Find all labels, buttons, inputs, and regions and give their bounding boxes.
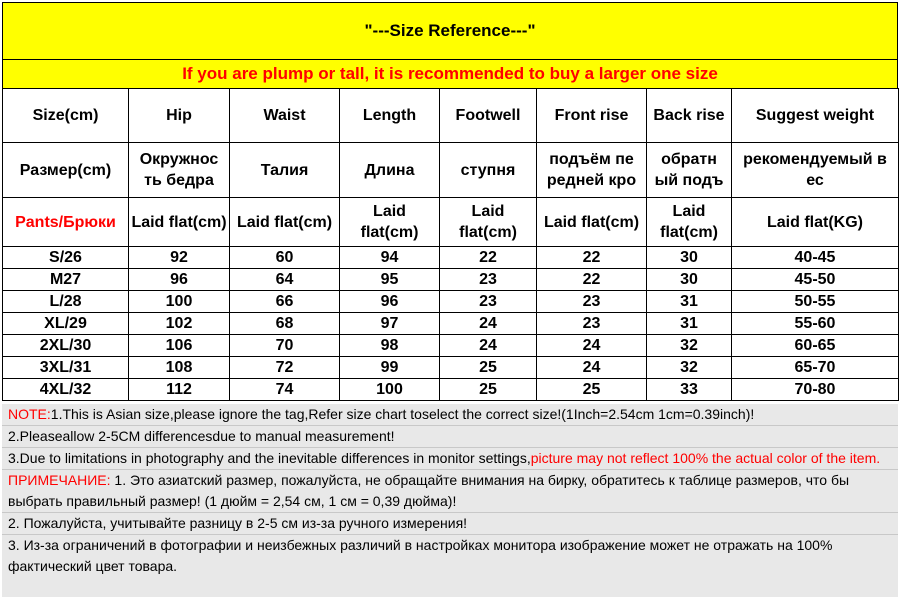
header-cell-4: Footwell: [440, 89, 537, 143]
note-1: NOTE:1.This is Asian size,please ignore the tag,Refer size chart toselect the correct size!(1Inch=2.54cm 1cm=0.39inch)!: [2, 404, 898, 426]
table-cell: 33: [647, 379, 732, 401]
table-cell: 60-65: [732, 335, 899, 357]
table-cell: 22: [537, 247, 647, 269]
header-ru-cell-5: подъём пе редней кро: [537, 143, 647, 198]
table-row: [3, 313, 899, 335]
table-cell: 23: [537, 291, 647, 313]
table-cell: 96: [340, 291, 440, 313]
note-ru-3: 3. Из-за ограничений в фотографии и неизбежных различий в настройках монитора изображение может не отражать на 100% фактический цвет товара.: [8, 537, 833, 574]
table-cell: 24: [537, 357, 647, 379]
note-ru-1: ПРИМЕЧАНИЕ: 1. Это азиатский размер, пожалуйста, не обращайте внимания на бирку, обратитесь к таблице размеров, что бы выбрать правильный размер! (1 дюйм = 2,54 см, 1 см = 0,39 дюйма)!: [2, 470, 898, 513]
size-table: [2, 88, 899, 401]
table-cell: 30: [647, 269, 732, 291]
table-row: [3, 335, 899, 357]
table-row: [3, 357, 899, 379]
table-cell: 72: [230, 357, 340, 379]
laid-flat-cell-0: Pants/Брюки: [3, 198, 129, 247]
table-row: [3, 291, 899, 313]
table-cell: 24: [440, 313, 537, 335]
note-ru-2: 2. Пожалуйста, учитывайте разницу в 2-5 см из-за ручного измерения!: [2, 513, 898, 535]
table-cell: 100: [340, 379, 440, 401]
header-row-en: [3, 89, 899, 143]
title-band: [2, 2, 898, 60]
header-ru-cell-6: обратн ый подъ: [647, 143, 732, 198]
notice-band: [2, 59, 898, 89]
laid-flat-cell-6: Laid flat(cm): [647, 198, 732, 247]
laid-flat-row: [3, 198, 899, 247]
table-cell: 94: [340, 247, 440, 269]
table-cell: 25: [537, 379, 647, 401]
table-cell: 50-55: [732, 291, 899, 313]
table-cell: 100: [129, 291, 230, 313]
laid-flat-cell-4: Laid flat(cm): [440, 198, 537, 247]
header-ru-cell-7: рекомендуемый в ес: [732, 143, 899, 198]
laid-flat-cell-2: Laid flat(cm): [230, 198, 340, 247]
table-cell: 23: [440, 269, 537, 291]
laid-flat-cell-7: Laid flat(KG): [732, 198, 899, 247]
header-cell-5: Front rise: [537, 89, 647, 143]
note-3: 3.Due to limitations in photography and the inevitable differences in monitor settings,picture may not reflect 100% the actual color of the item.: [2, 448, 898, 470]
table-cell: 4XL/32: [3, 379, 129, 401]
header-cell-2: Waist: [230, 89, 340, 143]
header-cell-6: Back rise: [647, 89, 732, 143]
table-cell: 92: [129, 247, 230, 269]
header-cell-3: Length: [340, 89, 440, 143]
table-cell: 30: [647, 247, 732, 269]
table-cell: 55-60: [732, 313, 899, 335]
page-title: "---Size Reference---": [364, 21, 536, 40]
table-cell: 25: [440, 379, 537, 401]
table-cell: 31: [647, 313, 732, 335]
header-ru-cell-3: Длина: [340, 143, 440, 198]
laid-flat-cell-1: Laid flat(cm): [129, 198, 230, 247]
header-cell-7: Suggest weight: [732, 89, 899, 143]
table-cell: 106: [129, 335, 230, 357]
table-cell: 97: [340, 313, 440, 335]
note-2: 2.Pleaseallow 2-5CM differencesdue to manual measurement!: [2, 426, 898, 448]
table-cell: 24: [537, 335, 647, 357]
table-cell: 96: [129, 269, 230, 291]
header-cell-0: Size(cm): [3, 89, 129, 143]
table-cell: 32: [647, 335, 732, 357]
table-cell: 99: [340, 357, 440, 379]
table-cell: 108: [129, 357, 230, 379]
table-cell: 64: [230, 269, 340, 291]
table-cell: 65-70: [732, 357, 899, 379]
table-cell: 66: [230, 291, 340, 313]
table-cell: 24: [440, 335, 537, 357]
header-ru-cell-2: Талия: [230, 143, 340, 198]
table-cell: 40-45: [732, 247, 899, 269]
table-row: [3, 247, 899, 269]
header-ru-cell-0: Размер(cm): [3, 143, 129, 198]
table-cell: 68: [230, 313, 340, 335]
table-cell: 25: [440, 357, 537, 379]
table-cell: 2XL/30: [3, 335, 129, 357]
table-cell: XL/29: [3, 313, 129, 335]
table-cell: 95: [340, 269, 440, 291]
table-cell: 102: [129, 313, 230, 335]
table-cell: L/28: [3, 291, 129, 313]
table-cell: 32: [647, 357, 732, 379]
table-row: [3, 379, 899, 401]
table-cell: 22: [537, 269, 647, 291]
table-cell: 22: [440, 247, 537, 269]
header-row-ru: [3, 143, 899, 198]
table-cell: S/26: [3, 247, 129, 269]
header-ru-cell-1: Окружнос ть бедра: [129, 143, 230, 198]
table-cell: 23: [537, 313, 647, 335]
table-cell: 23: [440, 291, 537, 313]
table-cell: 98: [340, 335, 440, 357]
header-ru-cell-4: ступня: [440, 143, 537, 198]
laid-flat-cell-3: Laid flat(cm): [340, 198, 440, 247]
table-cell: 31: [647, 291, 732, 313]
table-cell: 74: [230, 379, 340, 401]
table-cell: M27: [3, 269, 129, 291]
table-row: [3, 269, 899, 291]
table-cell: 112: [129, 379, 230, 401]
table-cell: 45-50: [732, 269, 899, 291]
table-cell: 3XL/31: [3, 357, 129, 379]
table-cell: 60: [230, 247, 340, 269]
notice-text: If you are plump or tall, it is recommended to buy a larger one size: [182, 64, 718, 83]
notes-section: [2, 404, 898, 597]
header-cell-1: Hip: [129, 89, 230, 143]
table-cell: 70: [230, 335, 340, 357]
table-cell: 70-80: [732, 379, 899, 401]
laid-flat-cell-5: Laid flat(cm): [537, 198, 647, 247]
